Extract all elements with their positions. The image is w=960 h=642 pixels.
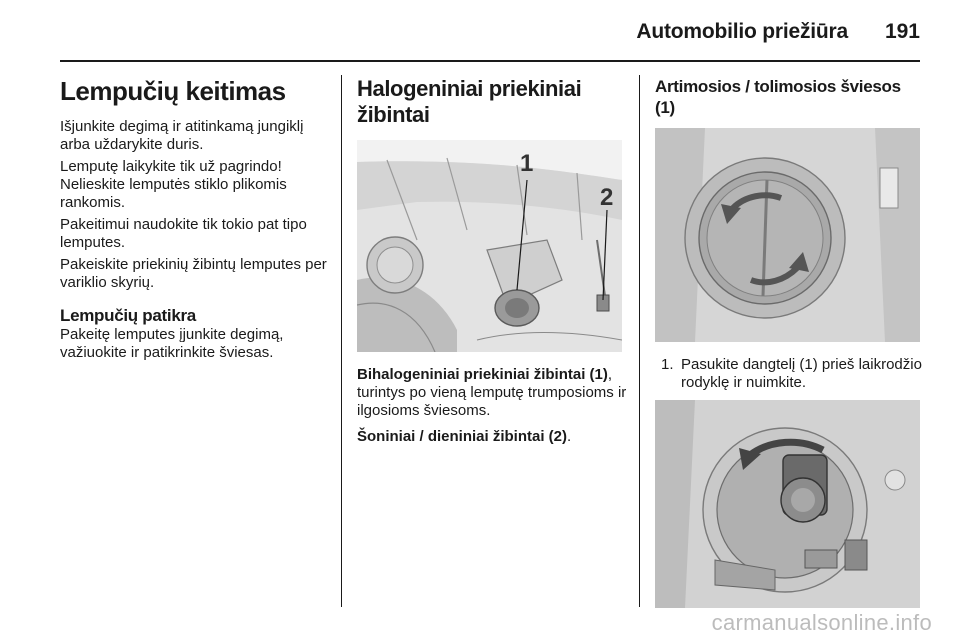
bulb-removal-illustration [655, 400, 920, 608]
step-number: 1. [661, 356, 674, 373]
section-heading-bulb-replacement: Lempučių keitimas [60, 76, 286, 106]
column-1 [60, 76, 330, 366]
caption-bihalogen [357, 366, 627, 420]
subheading-bulb-check: Lempučių patikra [60, 306, 196, 325]
step-text: Pasukite dangtelį (1) prieš laikrodžio rodyklę ir nuimkite. [681, 356, 922, 391]
figure-label-1: 1 [520, 150, 534, 177]
headlight-drawing [357, 140, 622, 352]
cap-removal-illustration [655, 128, 920, 342]
column-3 [655, 76, 925, 622]
headlight-illustration [357, 140, 622, 352]
paragraph: Išjunkite degimą ir atitinkamą jungiklį arba uždarykite duris. [60, 118, 304, 153]
step-item [661, 356, 925, 392]
cap-drawing [655, 128, 920, 342]
column-divider-2 [639, 75, 640, 607]
page-number: 191 [884, 20, 920, 43]
paragraph: Lemputę laikykite tik už pagrindo! Nelieskite lemputės stiklo plikomis rankomis. [60, 158, 287, 211]
figure-label-2: 2 [600, 184, 614, 211]
paragraph: Pakeiskite priekinių žibintų lemputes per variklio skyrių. [60, 256, 327, 291]
bulb-drawing [655, 400, 920, 608]
caption-side-lights-rest: . [567, 428, 572, 445]
header-rule [60, 60, 920, 62]
column-divider-1 [341, 75, 342, 607]
section-heading-low-high-beam: Artimosios / tolimosios šviesos (1) [655, 77, 901, 117]
caption-bihalogen-bold: Bihalogeniniai priekiniai žibintai (1) [357, 366, 608, 383]
section-heading-halogen-headlights: Halogeniniai priekiniai žibintai [357, 76, 582, 127]
paragraph: Pakeitę lemputes įjunkite degimą, važiuokite ir patikrinkite šviesas. [60, 326, 284, 361]
page-header [0, 0, 960, 62]
caption-side-lights-bold: Šoniniai / dieniniai žibintai (2) [357, 428, 568, 445]
header-title: Automobilio priežiūra [636, 20, 848, 43]
watermark: carmanualsonline.info [711, 610, 932, 635]
caption-side-lights [357, 428, 627, 446]
caption-bihalogen-rest: , turintys po vieną lemputę trumposioms ir ilgosioms šviesoms. [357, 366, 627, 419]
column-2 [357, 76, 627, 450]
paragraph: Pakeitimui naudokite tik tokio pat tipo lemputes. [60, 216, 307, 251]
